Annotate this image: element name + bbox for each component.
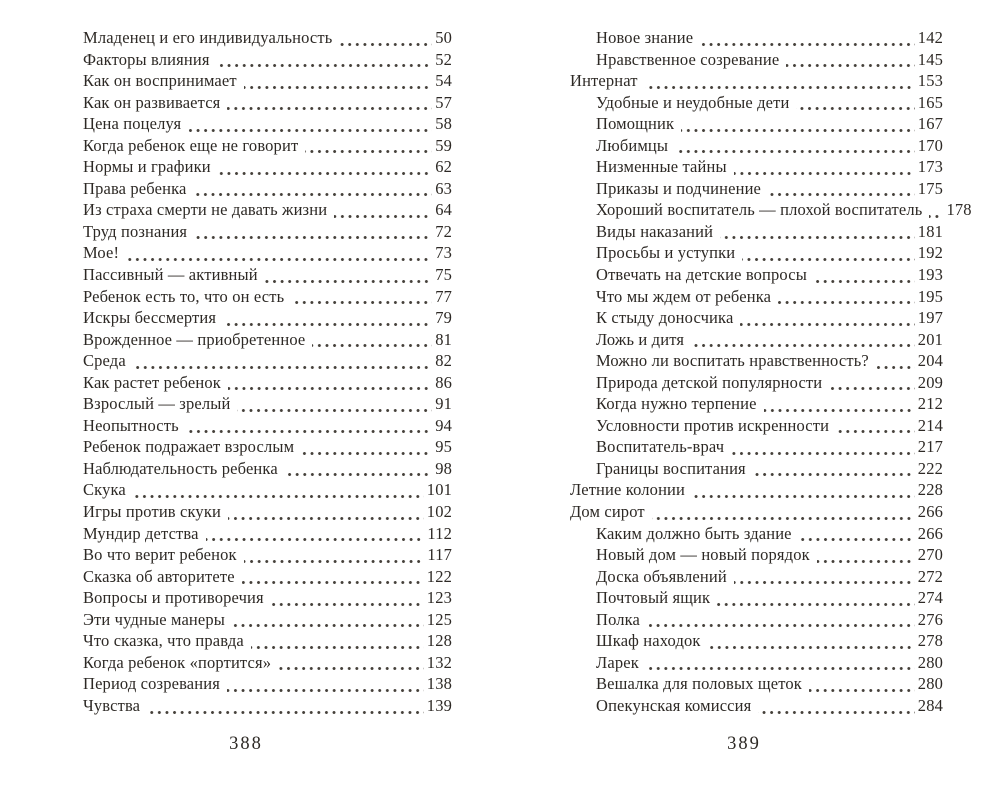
toc-entry-title: Наблюдательность ребенка [83,458,278,478]
toc-entry-page: 117 [427,545,452,565]
toc-entry-page: 64 [435,200,452,220]
toc-entry-title: Условности против искренности [596,415,830,435]
toc-list-left-page [83,28,452,718]
dot-leader [742,258,915,261]
dot-leader [206,538,425,541]
dot-leader [228,387,432,390]
toc-entry-title: Каким должно быть здание [596,523,792,543]
toc-entry-title: Доска объявлений [596,566,727,586]
toc-entry-page: 57 [435,92,452,112]
toc-entry-page: 125 [426,609,452,629]
toc-entry-title: Цена поцелуя [83,114,182,134]
dot-leader [796,107,914,110]
dot-leader [242,581,424,584]
dot-leader [232,624,424,627]
dot-leader [188,129,432,132]
toc-entry-title: Любимцы [596,135,669,155]
dot-leader [271,603,424,606]
dot-leader [193,193,432,196]
dot-leader [778,301,915,304]
toc-entry-page: 62 [435,157,452,177]
toc-entry [83,200,452,222]
toc-entry-title: Из страха смерти не давать жизни [83,200,328,220]
toc-entry [83,524,452,546]
toc-entry-title: Нормы и графики [83,157,211,177]
toc-entry-title: Что сказка, что правда [83,631,244,651]
toc-entry-page: 139 [426,695,452,715]
toc-entry [83,674,452,696]
toc-entry [570,437,943,459]
toc-entry-title: Младенец и его индивидуальность [83,28,333,47]
toc-entry [83,567,452,589]
toc-entry-title: Виды наказаний [596,221,714,241]
toc-entry [570,653,943,675]
toc-entry-page: 58 [435,114,452,134]
toc-entry-page: 86 [435,372,452,392]
toc-entry [83,416,452,438]
toc-entry [570,28,943,50]
toc-entry-title: Факторы влияния [83,49,210,69]
dot-leader [217,64,433,67]
toc-entry-title: К стыду доносчика [596,308,734,328]
dot-leader [334,215,432,218]
toc-entry-page: 175 [917,178,943,198]
toc-entry-title: Как он воспринимает [83,71,237,91]
toc-entry-page: 73 [435,243,452,263]
toc-entry-title: Ребенок есть то, что он есть [83,286,285,306]
toc-entry-title: Искры бессмертия [83,308,217,328]
toc-entry-title: Летние колонии [570,480,686,500]
dot-leader [645,86,915,89]
toc-entry-page: 192 [917,243,943,263]
toc-entry-title: Права ребенка [83,178,187,198]
toc-entry-page: 214 [917,415,943,435]
toc-entry-title: Ребенок подражает взрослым [83,437,295,457]
toc-entry [83,287,452,309]
toc-entry [570,674,943,696]
dot-leader [126,258,432,261]
toc-entry-page: 94 [435,415,452,435]
toc-entry-title: Врожденное — приобретенное [83,329,306,349]
dot-leader [720,236,915,239]
toc-entry-page: 82 [435,351,452,371]
toc-entry-page: 284 [917,695,943,715]
toc-entry-page: 138 [426,674,452,694]
dot-leader [652,517,915,520]
toc-entry [570,265,943,287]
toc-entry-title: Скука [83,480,126,500]
toc-entry [83,351,452,373]
toc-entry-page: 75 [435,265,452,285]
toc-entry-title: Границы воспитания [596,458,746,478]
dot-leader [646,667,915,670]
dot-leader [147,711,424,714]
dot-leader [133,495,424,498]
toc-entry [570,50,943,72]
toc-entry-page: 50 [435,28,452,47]
toc-entry [570,631,943,653]
dot-leader [692,495,915,498]
toc-entry [570,157,943,179]
toc-entry-title: Новое знание [596,28,694,47]
toc-entry-title: Хороший воспитатель — плохой воспитатель [596,200,923,220]
toc-entry-title: Вешалка для половых щеток [596,674,802,694]
toc-entry [83,459,452,481]
toc-entry [570,459,943,481]
dot-leader [265,280,432,283]
toc-entry-page: 272 [917,566,943,586]
toc-entry-page: 266 [917,502,943,522]
toc-entry [570,502,943,524]
toc-entry [83,437,452,459]
toc-entry-page: 209 [917,372,943,392]
toc-entry-page: 91 [435,394,452,414]
dot-leader [291,301,432,304]
toc-entry-page: 112 [427,523,452,543]
dot-leader [278,667,424,670]
toc-entry-page: 270 [917,545,943,565]
toc-entry [83,696,452,718]
toc-entry-title: Природа детской популярности [596,372,823,392]
toc-entry-page: 128 [426,631,452,651]
toc-entry-title: Как он развивается [83,92,221,112]
dot-leader [876,366,915,369]
dot-leader [734,172,915,175]
dot-leader [836,430,915,433]
dot-leader [285,473,432,476]
dot-leader [312,344,432,347]
dot-leader [929,215,943,218]
dot-leader [186,430,432,433]
toc-entry-title: Когда нужно терпение [596,394,757,414]
dot-leader [133,366,432,369]
dot-leader [691,344,915,347]
toc-entry-page: 222 [917,458,943,478]
toc-entry-title: Просьбы и уступки [596,243,736,263]
toc-entry [570,545,943,567]
toc-entry [83,653,452,675]
dot-leader [814,280,915,283]
toc-entry-title: Период созревания [83,674,220,694]
toc-entry-page: 212 [917,394,943,414]
dot-leader [223,323,432,326]
toc-entry-title: Во что верит ребенок [83,545,237,565]
toc-entry-title: Чувства [83,695,141,715]
toc-entry-page: 181 [917,221,943,241]
toc-entry [83,71,452,93]
toc-entry-title: Низменные тайны [596,157,727,177]
toc-entry-title: Помощник [596,114,675,134]
toc-entry-page: 98 [435,458,452,478]
dot-leader [753,473,915,476]
toc-entry [570,524,943,546]
toc-entry-page: 101 [426,480,452,500]
toc-entry [83,480,452,502]
toc-entry [570,588,943,610]
toc-entry [83,50,452,72]
toc-entry [83,610,452,632]
toc-entry [83,265,452,287]
toc-entry-title: Неопытность [83,415,179,435]
toc-entry [570,308,943,330]
toc-entry [83,243,452,265]
page-number-left: 388 [229,734,263,754]
toc-entry-page: 102 [426,502,452,522]
toc-entry-page: 228 [917,480,943,500]
page-number-right: 389 [727,734,761,754]
toc-entry [570,416,943,438]
toc-entry [83,588,452,610]
toc-entry [83,373,452,395]
dot-leader [700,43,915,46]
toc-entry-title: Игры против скуки [83,502,221,522]
toc-entry-title: Сказка об авторитете [83,566,235,586]
toc-entry [570,93,943,115]
toc-entry-page: 280 [917,674,943,694]
toc-entry [83,179,452,201]
toc-entry-title: Отвечать на детские вопросы [596,265,807,285]
dot-leader [809,689,915,692]
toc-entry-title: Удобные и неудобные дети [596,92,790,112]
dot-leader [301,452,432,455]
toc-entry-page: 72 [435,221,452,241]
toc-entry [570,696,943,718]
toc-entry-page: 153 [917,71,943,91]
toc-entry-page: 167 [917,114,943,134]
toc-entry [570,373,943,395]
toc-entry [83,308,452,330]
dot-leader [305,150,432,153]
dot-leader [764,409,915,412]
toc-entry-page: 142 [917,28,943,47]
dot-leader [194,236,432,239]
toc-entry-page: 266 [917,523,943,543]
dot-leader [681,129,915,132]
toc-entry-title: Новый дом — новый порядок [596,545,810,565]
dot-leader [717,603,915,606]
toc-entry-page: 52 [435,49,452,69]
dot-leader [708,646,915,649]
toc-entry-title: Эти чудные манеры [83,609,226,629]
dot-leader [799,538,915,541]
dot-leader [817,560,915,563]
toc-entry-page: 81 [435,329,452,349]
toc-entry-page: 165 [917,92,943,112]
toc-entry-page: 54 [435,71,452,91]
toc-entry [83,631,452,653]
toc-entry-page: 123 [426,588,452,608]
toc-entry-title: Ложь и дитя [596,329,685,349]
toc-entry-title: Вопросы и противоречия [83,588,264,608]
toc-entry-page: 122 [426,566,452,586]
dot-leader [237,409,432,412]
toc-entry-page: 145 [917,49,943,69]
toc-entry-page: 278 [917,631,943,651]
toc-entry [570,200,972,222]
toc-entry [83,330,452,352]
toc-entry-page: 195 [917,286,943,306]
toc-entry [570,71,943,93]
toc-entry-page: 79 [435,308,452,328]
dot-leader [786,64,915,67]
toc-entry-title: Можно ли воспитать нравственность? [596,351,869,371]
toc-entry [570,351,943,373]
toc-entry-title: Среда [83,351,126,371]
dot-leader [251,646,424,649]
toc-entry-title: Ларек [596,652,639,672]
toc-entry [570,480,943,502]
toc-entry [570,136,943,158]
toc-entry-title: Почтовый ящик [596,588,711,608]
toc-entry-page: 193 [917,265,943,285]
toc-entry-page: 132 [426,652,452,672]
toc-entry-title: Когда ребенок «портится» [83,652,272,672]
toc-entry [83,114,452,136]
toc-entry-title: Нравственное созревание [596,49,780,69]
toc-entry [570,222,943,244]
toc-entry [570,567,943,589]
toc-list-right-page [570,28,972,718]
dot-leader [228,517,424,520]
toc-entry [83,136,452,158]
toc-entry-title: Шкаф находок [596,631,701,651]
toc-entry-page: 170 [917,135,943,155]
toc-entry-title: Мое! [83,243,120,263]
dot-leader [734,581,915,584]
dot-leader [244,86,432,89]
dot-leader [740,323,914,326]
toc-entry [570,610,943,632]
dot-leader [768,193,915,196]
toc-entry-title: Приказы и подчинение [596,178,762,198]
toc-entry [83,545,452,567]
toc-entry-title: Взрослый — зрелый [83,394,231,414]
toc-entry [83,28,452,50]
dot-leader [227,689,424,692]
toc-entry-title: Дом сирот [570,502,645,522]
toc-entry [570,243,943,265]
dot-leader [647,624,915,627]
toc-entry [570,179,943,201]
toc-entry-title: Труд познания [83,221,188,241]
toc-entry [570,394,943,416]
toc-entry-title: Интернат [570,71,638,91]
toc-entry-title: Что мы ждем от ребенка [596,286,772,306]
toc-entry-page: 204 [917,351,943,371]
toc-entry-page: 274 [917,588,943,608]
toc-entry-page: 201 [917,329,943,349]
toc-entry-title: Воспитатель-врач [596,437,725,457]
toc-entry-page: 280 [917,652,943,672]
toc-entry-page: 217 [917,437,943,457]
dot-leader [675,150,915,153]
toc-entry [83,93,452,115]
toc-entry [570,287,943,309]
dot-leader [244,560,425,563]
toc-entry-page: 173 [917,157,943,177]
toc-entry-title: Мундир детства [83,523,199,543]
dot-leader [829,387,915,390]
dot-leader [731,452,915,455]
toc-entry [83,394,452,416]
toc-entry [83,157,452,179]
dot-leader [218,172,432,175]
toc-entry-page: 77 [435,286,452,306]
toc-entry-page: 63 [435,178,452,198]
toc-entry [570,330,943,352]
toc-entry [83,222,452,244]
toc-entry-title: Полка [596,609,641,629]
toc-entry-page: 178 [946,200,972,220]
toc-entry [570,114,943,136]
toc-entry-title: Пассивный — активный [83,265,258,285]
toc-entry-page: 276 [917,609,943,629]
toc-entry-page: 95 [435,437,452,457]
toc-entry-page: 59 [435,135,452,155]
dot-leader [339,43,432,46]
toc-entry-title: Когда ребенок еще не говорит [83,135,299,155]
toc-entry [83,502,452,524]
dot-leader [227,107,432,110]
dot-leader [758,711,914,714]
toc-entry-title: Опекунская комиссия [596,695,752,715]
toc-entry-title: Как растет ребенок [83,372,221,392]
toc-entry-page: 197 [917,308,943,328]
